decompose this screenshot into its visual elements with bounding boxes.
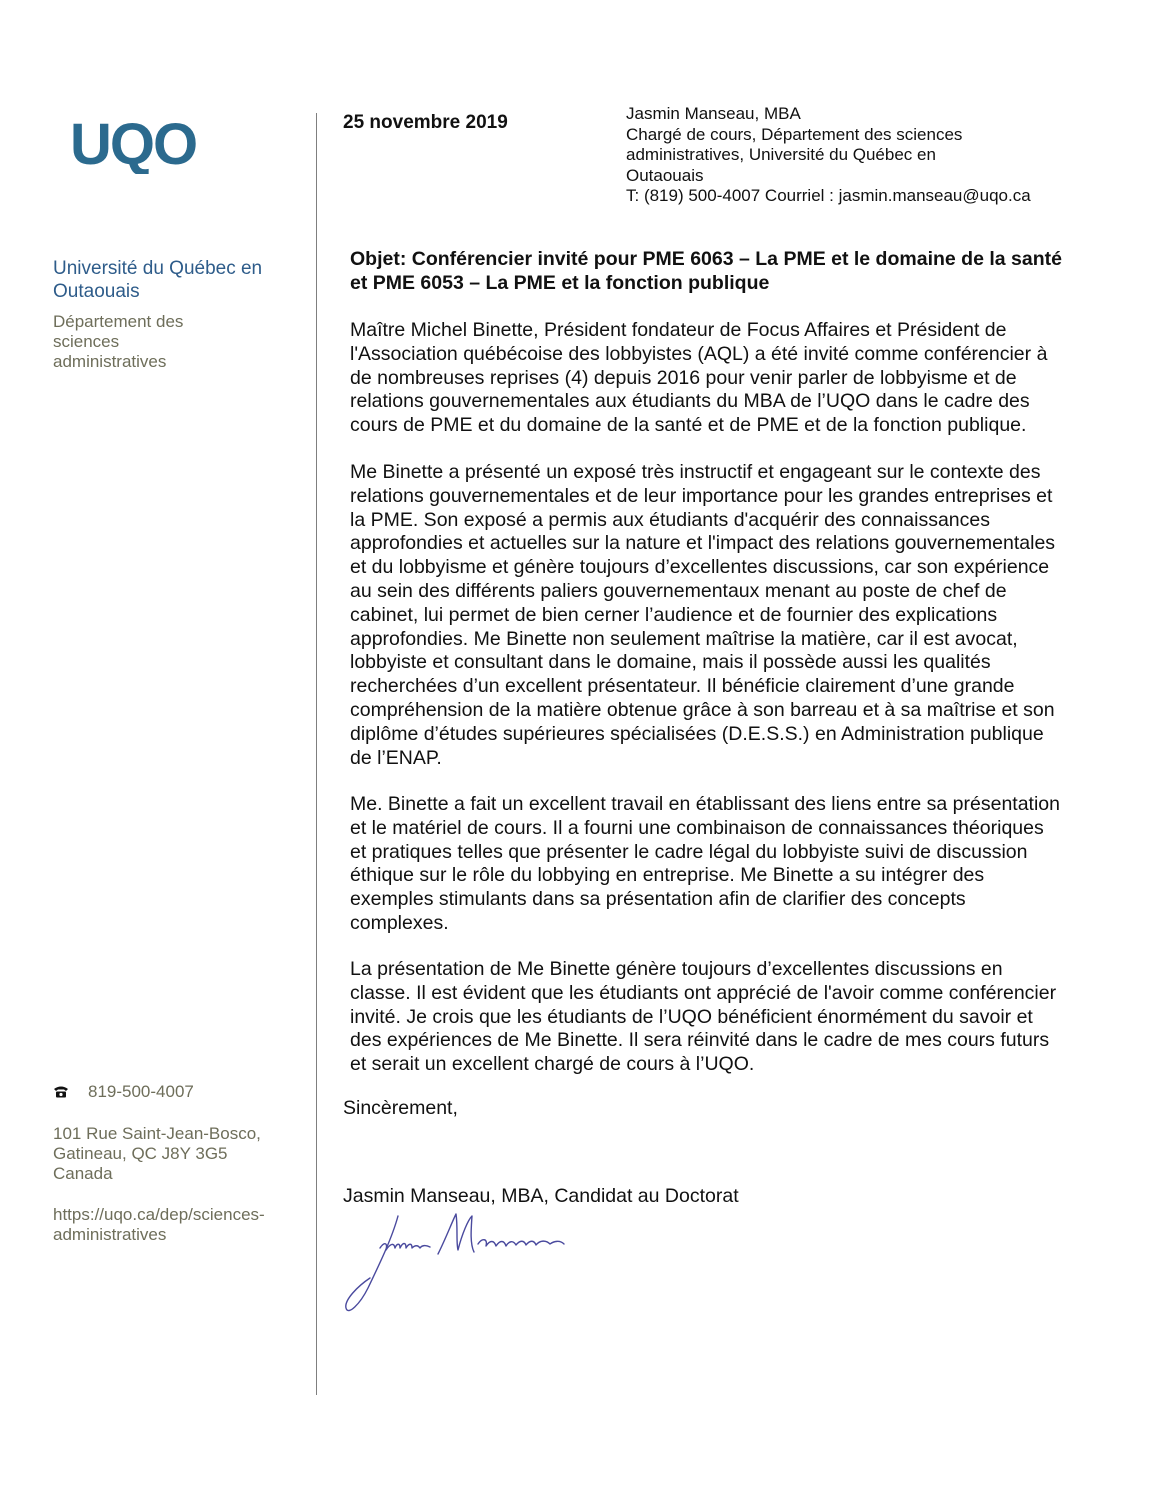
paragraph-line: et pratiques telles que présenter le cadre légal du lobbyiste suivi de discussion — [350, 840, 1028, 863]
body-paragraph-4 — [350, 958, 1056, 1077]
paragraph-line: recherchées d’un excellent présentateur. Il bénéficie clairement d’une grande — [350, 675, 1015, 698]
paragraph-line: et serait un excellent chargé de cours à l’UQO. — [350, 1053, 755, 1076]
paragraph-line: et le matériel de cours. Il a fourni une combinaison de connaissances théoriques — [350, 816, 1044, 839]
paragraph-line: au sein des différents paliers gouvernementaux menant au poste de chef de — [350, 579, 1007, 602]
sidebar-website — [53, 1205, 293, 1245]
paragraph-line: cabinet, lui permet de bien cerner l’audience et de fournier des explications — [350, 603, 998, 626]
paragraph-line: invité. Je crois que les étudiants de l’UQO bénéficient énormément du savoir et — [350, 1005, 1033, 1028]
address-line: Gatineau, QC J8Y 3G5 — [53, 1144, 228, 1163]
paragraph-line: relations gouvernementales aux étudiants du MBA de l’UQO dans le cadre des — [350, 390, 1030, 413]
sender-line: T: (819) 500-4007 Courriel : jasmin.manseau@uqo.ca — [626, 186, 1031, 205]
address-line: 101 Rue Saint-Jean-Bosco, — [53, 1124, 261, 1143]
telephone-icon — [53, 1084, 69, 1100]
paragraph-line: de nombreuses reprises (4) depuis 2016 pour venir parler de lobbyisme et de — [350, 366, 1017, 389]
signatory-name: Jasmin Manseau, MBA, Candidat au Doctorat — [343, 1185, 739, 1207]
sender-line: Outaouais — [626, 165, 704, 185]
paragraph-line: approfondies et actuelles sur la nature et l'impact des relations gouvernementales — [350, 532, 1056, 555]
subject-line: et PME 6053 – La PME et la fonction publique — [350, 272, 770, 294]
paragraph-line: compréhension de la matière obtenue grâce à son barreau et à sa maîtrise et son — [350, 698, 1055, 721]
department-line: administratives — [53, 352, 167, 371]
paragraph-line: éthique sur le rôle du lobbying en entreprise. Me Binette a su intégrer des — [350, 864, 985, 887]
vertical-divider — [316, 113, 317, 1395]
department-line: Département des — [53, 312, 184, 331]
logo-text: UQO — [70, 114, 197, 174]
website-line: https://uqo.ca/dep/sciences- — [53, 1205, 265, 1224]
paragraph-line: La présentation de Me Binette génère toujours d’excellentes discussions en — [350, 958, 1003, 980]
paragraph-line: approfondies. Me Binette non seulement maîtrise la matière, car il est avocat, — [350, 627, 1018, 650]
sender-line: Chargé de cours, Département des sciences — [626, 124, 963, 144]
paragraph-line: des expériences de Me Binette. Il sera réinvité dans le cadre de mes cours futurs — [350, 1029, 1050, 1052]
paragraph-line: l'Association québécoise des lobbyistes (AQL) a été invité comme conférencier à — [350, 342, 1048, 365]
body-paragraph-3 — [350, 793, 1060, 936]
paragraph-line: la PME. Son exposé a permis aux étudiants d'acquérir des connaissances — [350, 508, 990, 531]
paragraph-line: complexes. — [350, 911, 449, 934]
department-name — [53, 312, 253, 372]
paragraph-line: lobbyiste et consultant dans le domaine, mais il possède aussi les qualités — [350, 651, 991, 674]
body-paragraph-1 — [350, 319, 1047, 438]
sidebar-address — [53, 1124, 261, 1184]
handwritten-signature — [340, 1208, 580, 1318]
subject-line: Objet: Conférencier invité pour PME 6063 – La PME et le domaine de la santé — [350, 248, 1062, 270]
university-name-line: Université du Québec en — [53, 258, 263, 279]
sender-line: administratives, Université du Québec en — [626, 145, 936, 164]
university-name-line: Outaouais — [53, 281, 140, 302]
sender-block — [626, 104, 1031, 207]
phone-number: 819-500-4007 — [88, 1082, 194, 1101]
paragraph-line: cours de PME et du domaine de la santé et de PME et de la fonction publique. — [350, 414, 1027, 437]
uqo-logo — [70, 114, 204, 174]
sidebar-phone — [53, 1082, 194, 1102]
sender-line: Jasmin Manseau, MBA — [626, 104, 801, 123]
body-paragraph-2 — [350, 461, 1055, 770]
letter-closing: Sincèrement, — [343, 1097, 458, 1119]
paragraph-line: relations gouvernementales et de leur importance pour les grandes entreprises et — [350, 484, 1053, 507]
letter-date: 25 novembre 2019 — [343, 112, 508, 133]
paragraph-line: Me Binette a présenté un exposé très instructif et engageant sur le contexte des — [350, 461, 1041, 483]
university-name — [53, 257, 293, 303]
paragraph-line: Maître Michel Binette, Président fondateur de Focus Affaires et Président de — [350, 319, 1007, 341]
paragraph-line: et du lobbyisme et génère toujours d’excellentes discussions, car son expérience — [350, 556, 1050, 579]
paragraph-line: exemples stimulants dans sa présentation afin de clarifier des concepts — [350, 888, 966, 911]
department-line: sciences — [53, 332, 120, 351]
letter-subject — [350, 247, 1120, 295]
paragraph-line: classe. Il est évident que les étudiants ont apprécié de l'avoir comme conférencier — [350, 981, 1057, 1004]
paragraph-line: Me. Binette a fait un excellent travail en établissant des liens entre sa présentation — [350, 793, 1060, 815]
website-line: administratives — [53, 1225, 167, 1244]
address-line: Canada — [53, 1164, 113, 1183]
paragraph-line: diplôme d’études supérieures spécialisées (D.E.S.S.) en Administration publique — [350, 722, 1044, 745]
paragraph-line: de l’ENAP. — [350, 746, 442, 769]
